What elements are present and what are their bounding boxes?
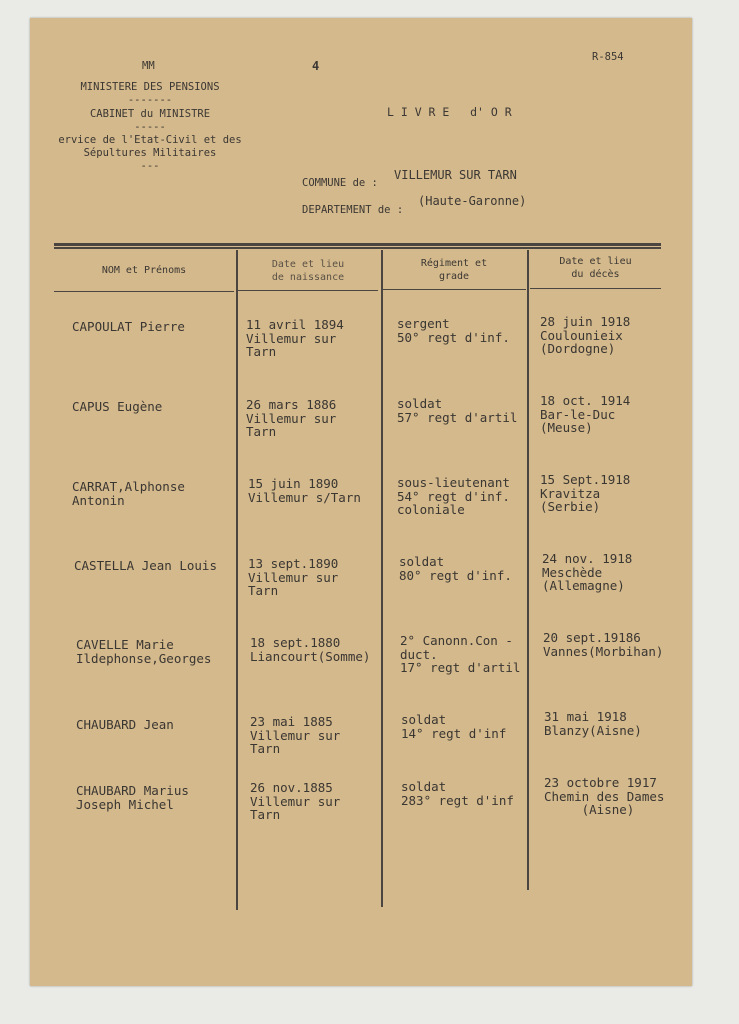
page-number: 4 — [312, 59, 320, 73]
departement-value: (Haute-Garonne) — [418, 194, 527, 208]
row-1-birth: 11 avril 1894 Villemur sur Tarn — [246, 317, 344, 359]
row-5-regiment: 2° Canonn.Con - duct. 17° regt d'artil — [400, 633, 521, 675]
commune-label: COMMUNE de : — [302, 177, 378, 189]
row-6-birth: 23 mai 1885 Villemur sur Tarn — [250, 714, 341, 756]
table-top-rule-2 — [54, 247, 661, 249]
row-7-birth: 26 nov.1885 Villemur sur Tarn — [250, 780, 341, 822]
row-4-death: 24 nov. 1918 Meschède (Allemagne) — [542, 551, 633, 593]
column-divider-1 — [236, 250, 238, 910]
mm-mark: MM — [142, 60, 155, 72]
document-title: L I V R E d' O R — [387, 105, 512, 119]
separator-1: ------- — [127, 94, 173, 106]
row-7-death: 23 octobre 1917 Chemin des Dames (Aisne) — [544, 775, 665, 817]
column-header-name: NOM et Prénoms — [101, 265, 187, 276]
header-underline-2 — [238, 290, 378, 291]
row-5-name: CAVELLE Marie Ildephonse,Georges — [76, 637, 212, 666]
row-5-birth: 18 sept.1880 Liancourt(Somme) — [250, 635, 371, 664]
row-5-death: 20 sept.19186 Vannes(Morbihan) — [543, 630, 664, 659]
row-6-name: CHAUBARD Jean — [76, 717, 174, 732]
row-7-regiment: soldat 283° regt d'inf — [401, 779, 514, 808]
separator-3: --- — [140, 160, 160, 172]
row-1-regiment: sergent 50° regt d'inf. — [397, 316, 510, 345]
table-top-rule — [54, 243, 661, 246]
row-1-death: 28 juin 1918 Coulounieix (Dordogne) — [540, 314, 631, 356]
column-header-birth: Date et lieu de naissance — [271, 259, 345, 283]
reference-number: R-854 — [592, 51, 624, 63]
separator-2: ----- — [134, 121, 166, 133]
row-3-regiment: sous-lieutenant 54° regt d'inf. coloniale — [397, 475, 510, 517]
row-2-name: CAPUS Eugène — [72, 399, 163, 414]
row-6-regiment: soldat 14° regt d'inf — [401, 712, 507, 741]
column-divider-2 — [381, 250, 383, 907]
header-underline-1 — [54, 291, 234, 292]
row-3-name: CARRAT,Alphonse Antonin — [72, 479, 185, 508]
row-2-birth: 26 mars 1886 Villemur sur Tarn — [246, 397, 337, 439]
row-7-name: CHAUBARD Marius Joseph Michel — [76, 783, 189, 812]
column-header-death: Date et lieu du décès — [559, 256, 632, 280]
row-2-death: 18 oct. 1914 Bar-le-Duc (Meuse) — [540, 393, 631, 435]
commune-value: VILLEMUR SUR TARN — [394, 168, 517, 182]
row-3-birth: 15 juin 1890 Villemur s/Tarn — [248, 476, 361, 505]
column-header-regiment: Régiment et grade — [420, 258, 488, 282]
row-6-death: 31 mai 1918 Blanzy(Aisne) — [544, 709, 642, 738]
departement-label: DEPARTEMENT de : — [302, 204, 404, 216]
ministry-title: MINISTERE DES PENSIONS — [80, 81, 220, 93]
row-4-birth: 13 sept.1890 Villemur sur Tarn — [248, 556, 339, 598]
row-3-death: 15 Sept.1918 Kravitza (Serbie) — [540, 472, 631, 514]
row-2-regiment: soldat 57° regt d'artil — [397, 396, 518, 425]
service-line-1: ervice de l'Etat-Civil et des — [58, 134, 242, 146]
row-4-regiment: soldat 80° regt d'inf. — [399, 554, 512, 583]
header-underline-3 — [382, 289, 526, 290]
header-underline-4 — [530, 288, 661, 289]
service-line-2: Sépultures Militaires — [83, 147, 217, 159]
row-4-name: CASTELLA Jean Louis — [74, 558, 217, 573]
row-1-name: CAPOULAT Pierre — [72, 319, 185, 334]
column-divider-3 — [527, 250, 529, 890]
document-page — [30, 18, 692, 986]
cabinet-title: CABINET du MINISTRE — [89, 108, 211, 120]
